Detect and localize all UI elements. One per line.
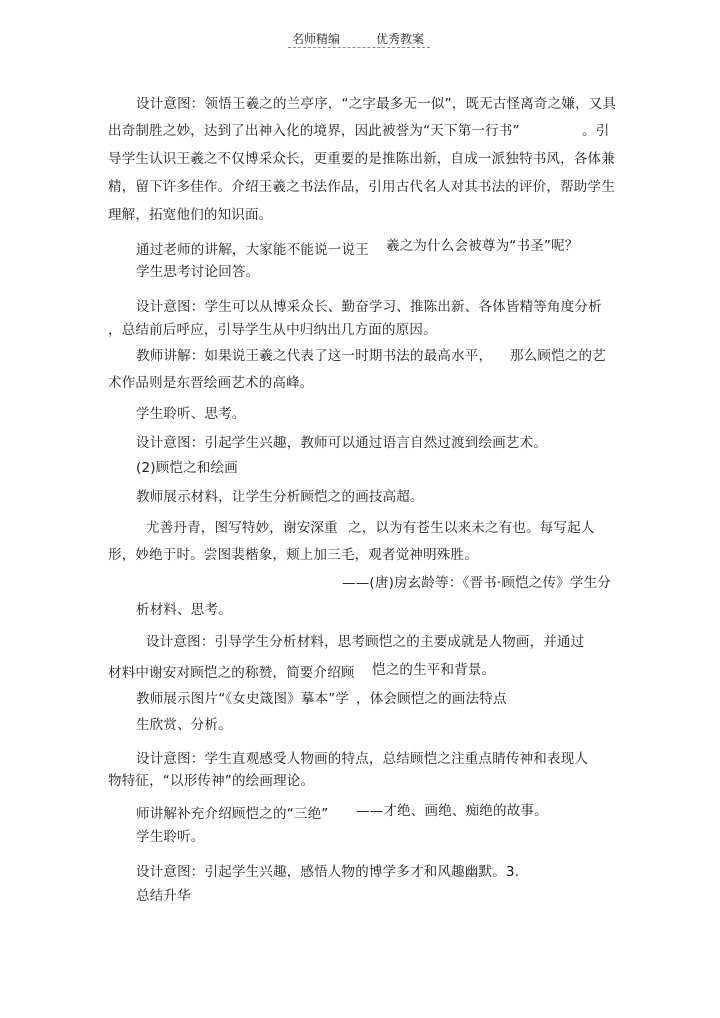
paragraph-line: 材料中谢安对顾恺之的称赞，简要介绍顾 [108,665,355,681]
paragraph-line: 设计意图：引起学生兴趣，感悟人物的博学多才和风趣幽默。3. [136,864,520,880]
paragraph-line: 那么顾恺之的艺 [510,348,606,364]
paragraph-line: 。引 [582,123,610,139]
paragraph-line: 学生聆听、思考。 [136,406,246,422]
paragraph-line: 学生思考讨论回答。 [136,264,260,280]
paragraph-line: ，总结前后呼应，引导学生从中归纳出几方面的原因。 [108,322,437,338]
quote-line: 之，以为有苍生以来未之有也。每写起人 [348,520,595,536]
header-left: 名师精编 [292,32,341,46]
paragraph-line: 教师讲解：如果说王羲之代表了这一时期书法的最高水平， [136,348,493,364]
paragraph-line: ，体会顾恺之的画法特点 [356,691,507,707]
paragraph-line: 师讲解补充介绍顾恺之的“三绝” [136,806,329,822]
paragraph-line: 羲之为什么会被尊为“书圣”呢？ [386,238,579,254]
paragraph-line: 学生聆听。 [136,829,205,845]
paragraph-line: 教师展示图片“《女史箴图》摹本”学 [136,691,350,707]
paragraph-line: 导学生认识王羲之不仅博采众长，更重要的是推陈出新，自成一派独特书风，各体兼 [108,151,615,167]
paragraph-line: 设计意图：领悟王羲之的兰亭序，“之字最多无一似”，既无古怪离奇之嫌，又具 [136,96,617,112]
quote-line: 形，妙绝于时。尝图裴楷象，颊上加三毛，观者觉神明殊胜。 [108,547,478,563]
section-heading: 总结升华 [136,888,191,904]
paragraph-line: 出奇制胜之妙，达到了出神入化的境界，因此被誉为“天下第一行书” [108,123,520,139]
paragraph-line: 物特征，“以形传神”的绘画理论。 [108,773,315,789]
paragraph-line: 恺之的生平和背景。 [372,662,496,678]
header-right: 优秀教案 [376,32,425,46]
header-divider [288,47,430,48]
quote-line: 尤善丹青，图写特妙，谢安深重 [146,520,338,536]
paragraph-line: ——才绝、画绝、痴绝的故事。 [356,803,548,819]
quote-citation: ——(唐)房玄龄等：《晋书·顾恺之传》学生分 [342,575,611,591]
paragraph-line: 理解，拓宽他们的知识面。 [108,207,273,223]
paragraph-line: 设计意图：引起学生兴趣，教师可以通过语言自然过渡到绘画艺术。 [136,435,547,451]
paragraph-line: 教师展示材料，让学生分析顾恺之的画技高超。 [136,489,424,505]
section-heading: (2)顾恺之和绘画 [136,460,238,476]
paragraph-line: 设计意图：学生可以从博采众长、勤奋学习、推陈出新、各体皆精等角度分析 [136,299,602,315]
paragraph-line: 析材料、思考。 [136,602,232,618]
paragraph-line: 精，留下许多佳作。介绍王羲之书法作品，引用古代名人对其书法的评价，帮助学生 [108,179,615,195]
paragraph-line: 术作品则是东晋绘画艺术的高峰。 [108,375,314,391]
paragraph-line: 设计意图：学生直观感受人物画的特点，总结顾恺之注重点睛传神和表现人 [136,751,589,767]
paragraph-line: 生欣赏、分析。 [136,717,232,733]
paragraph-line: 设计意图：引导学生分析材料，思考顾恺之的主要成就是人物画，并通过 [146,634,585,650]
paragraph-line: 通过老师的讲解，大家能不能说一说王 [136,242,369,258]
